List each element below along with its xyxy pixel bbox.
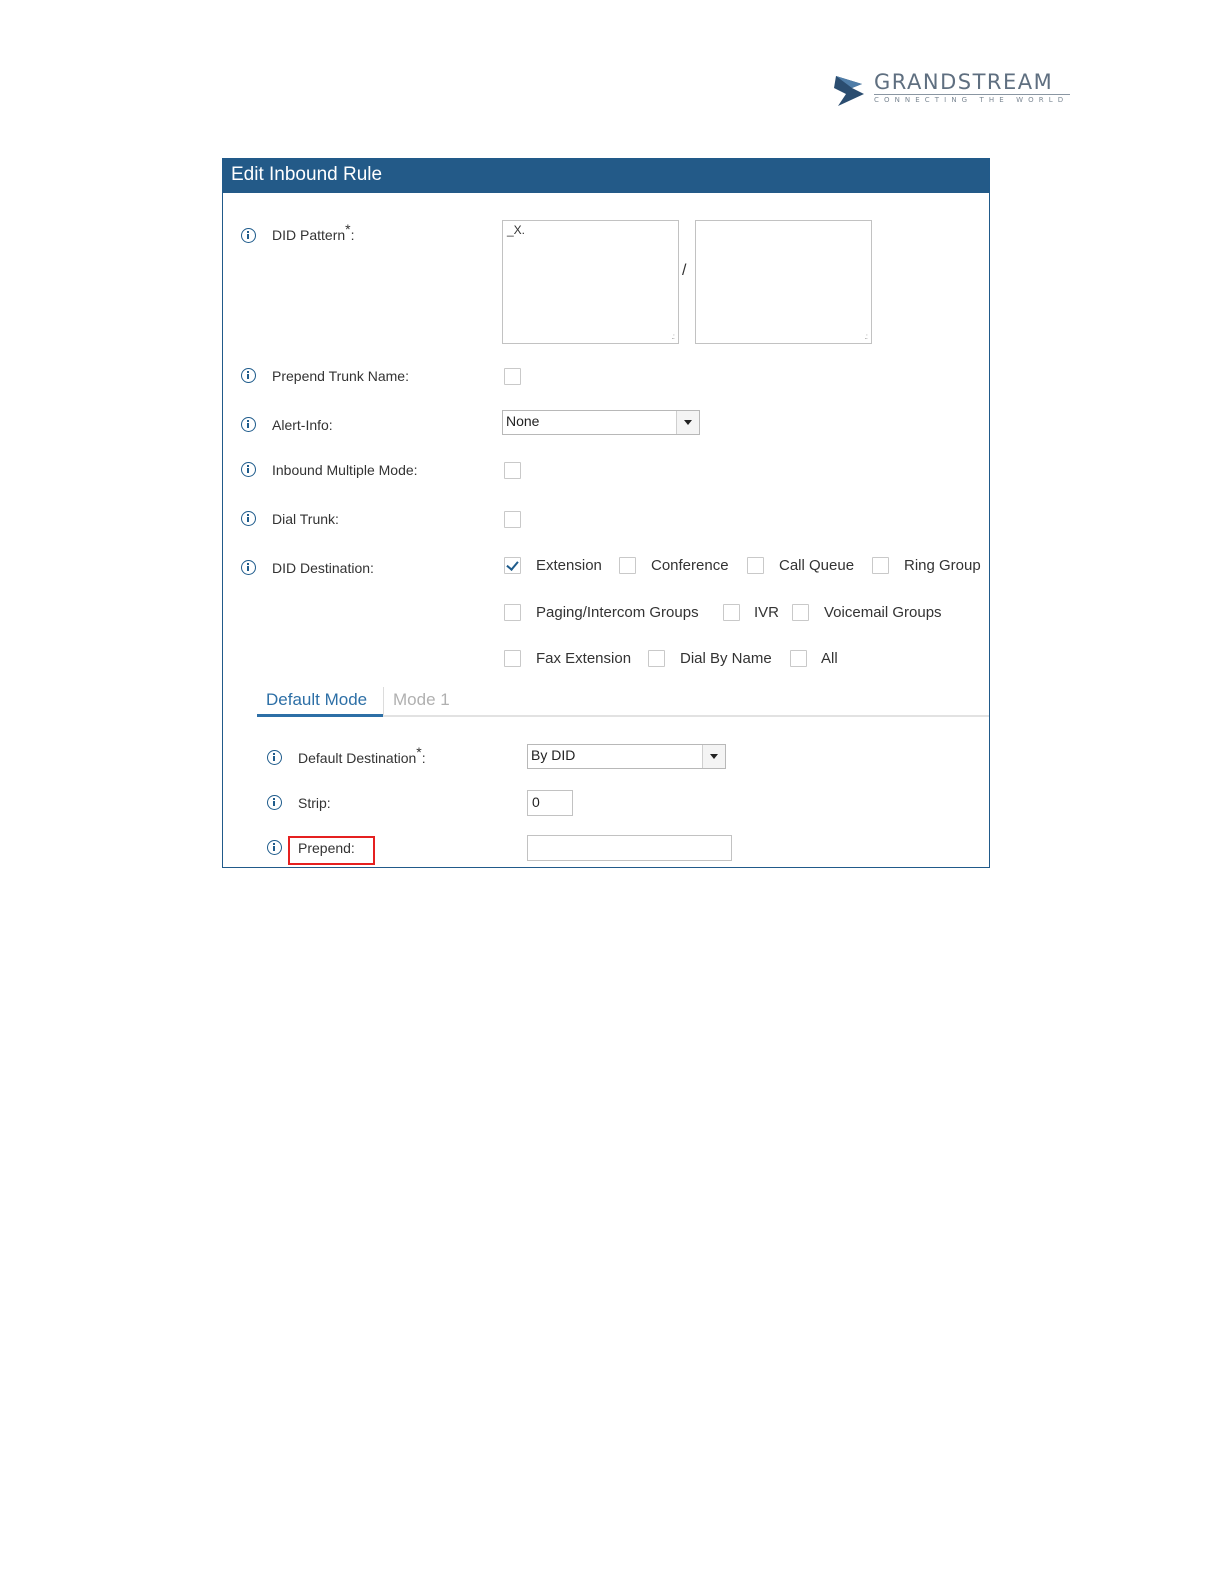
resize-grip-icon[interactable]: .: (864, 332, 867, 341)
destination-voicemail-groups-label[interactable]: Voicemail Groups (824, 604, 942, 621)
did-pattern-second-textarea[interactable] (695, 220, 872, 344)
alert-info-select[interactable] (502, 410, 700, 435)
destination-all-checkbox[interactable] (790, 650, 807, 667)
dialog-header (223, 159, 989, 193)
grandstream-logo-icon (832, 72, 868, 108)
dial-trunk-info-icon[interactable] (241, 511, 256, 526)
destination-dial-by-name-label[interactable]: Dial By Name (680, 650, 772, 667)
destination-fax-extension-checkbox[interactable] (504, 650, 521, 667)
destination-fax-extension-label[interactable]: Fax Extension (536, 650, 632, 667)
grandstream-logo (832, 70, 1072, 110)
alert-info-info-icon[interactable] (241, 417, 256, 432)
default-destination-label: Default Destination*: (298, 744, 426, 766)
logo-wordmark: GRANDSTREAM (874, 70, 1054, 94)
resize-grip-icon[interactable]: .: (671, 332, 674, 341)
inbound-multiple-mode-info-icon[interactable] (241, 462, 256, 477)
inbound-multiple-mode-label: Inbound Multiple Mode: (272, 462, 418, 478)
inbound-multiple-mode-checkbox[interactable] (504, 462, 521, 479)
destination-paging-label[interactable]: Paging/Intercom Groups (536, 604, 699, 621)
default-destination-info-icon[interactable] (267, 750, 282, 765)
destination-ivr-label[interactable]: IVR (754, 604, 780, 621)
strip-input[interactable] (527, 790, 573, 816)
prepend-highlight-box (288, 836, 375, 865)
logo-rule (874, 94, 1070, 95)
destination-call-queue-label[interactable]: Call Queue (779, 557, 855, 574)
destination-conference-checkbox[interactable] (619, 557, 636, 574)
strip-info-icon[interactable] (267, 795, 282, 810)
strip-value: 0 (532, 794, 540, 810)
destination-call-queue-checkbox[interactable] (747, 557, 764, 574)
destination-dial-by-name-checkbox[interactable] (648, 650, 665, 667)
destination-ivr-checkbox[interactable] (723, 604, 740, 621)
did-destination-label: DID Destination: (272, 560, 374, 576)
prepend-label: Prepend: (298, 840, 355, 856)
did-pattern-textarea[interactable] (502, 220, 679, 344)
destination-ring-group-label[interactable]: Ring Group (904, 557, 981, 574)
default-destination-selected: By DID (531, 747, 576, 763)
default-destination-select[interactable] (527, 744, 726, 769)
tab-mode-1[interactable]: Mode 1 (393, 690, 450, 709)
prepend-trunk-name-label: Prepend Trunk Name: (272, 368, 409, 384)
edit-inbound-rule-dialog (222, 158, 990, 868)
alert-info-label: Alert-Info: (272, 417, 333, 433)
chevron-down-icon[interactable] (702, 745, 725, 768)
dial-trunk-checkbox[interactable] (504, 511, 521, 528)
alert-info-selected: None (506, 413, 540, 429)
strip-label: Strip: (298, 795, 331, 811)
prepend-trunk-name-info-icon[interactable] (241, 368, 256, 383)
prepend-input[interactable] (527, 835, 732, 861)
destination-paging-checkbox[interactable] (504, 604, 521, 621)
destination-ring-group-checkbox[interactable] (872, 557, 889, 574)
destination-conference-label[interactable]: Conference (651, 557, 729, 574)
dialog-title: Edit Inbound Rule (231, 164, 383, 185)
did-pattern-value: _X. (507, 223, 526, 237)
did-pattern-label: DID Pattern*: (272, 221, 355, 243)
destination-extension-label[interactable]: Extension (536, 557, 602, 574)
destination-all-label[interactable]: All (821, 650, 838, 667)
did-pattern-separator: / (682, 262, 687, 279)
destination-extension-checkbox[interactable] (504, 557, 521, 574)
prepend-trunk-name-checkbox[interactable] (504, 368, 521, 385)
tab-separator (383, 687, 384, 715)
prepend-info-icon[interactable] (267, 840, 282, 855)
chevron-down-icon[interactable] (676, 411, 699, 434)
active-tab-indicator (257, 714, 383, 717)
dial-trunk-label: Dial Trunk: (272, 511, 339, 527)
did-destination-info-icon[interactable] (241, 560, 256, 575)
did-pattern-info-icon[interactable] (241, 228, 256, 243)
tab-default-mode[interactable]: Default Mode (266, 690, 368, 709)
destination-voicemail-groups-checkbox[interactable] (792, 604, 809, 621)
logo-tagline: CONNECTING THE WORLD (874, 96, 1069, 104)
